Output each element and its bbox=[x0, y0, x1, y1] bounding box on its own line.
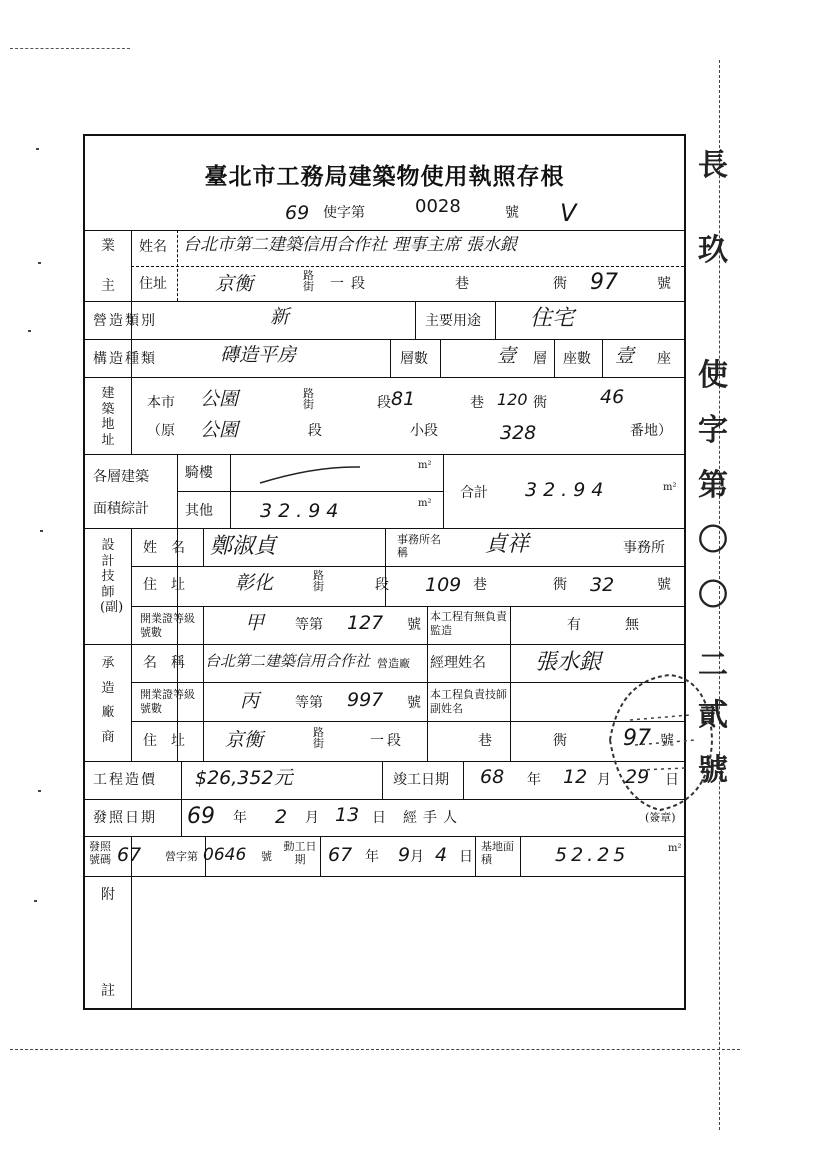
permit-prefix: 使字第 bbox=[323, 205, 365, 221]
rule bbox=[510, 682, 511, 721]
owner-addr-hao: 號 bbox=[657, 276, 671, 292]
build-type-label: 營造類別 bbox=[93, 313, 157, 329]
rule bbox=[181, 799, 182, 836]
owner-section-bottom: 主 bbox=[101, 278, 115, 294]
owner-name-value: 台北市第二建築信用合作社 理事主席 張水銀 bbox=[183, 235, 517, 255]
start-yue: 月 bbox=[410, 849, 424, 865]
site-fandi: 番地） bbox=[630, 423, 672, 439]
main-use-label: 主要用途 bbox=[425, 313, 481, 329]
rule bbox=[510, 721, 511, 761]
site-xiang: 巷 bbox=[470, 395, 484, 411]
rule bbox=[177, 454, 178, 528]
site-benshi: 本市 bbox=[147, 395, 175, 411]
owner-addr-duan-value: 一 bbox=[330, 276, 344, 292]
designer-license-hao: 號 bbox=[407, 617, 421, 633]
floors-unit: 層 bbox=[533, 351, 547, 367]
designer-license-deng: 等第 bbox=[295, 617, 323, 633]
issue-day: 13 bbox=[335, 804, 360, 826]
rule bbox=[554, 339, 555, 377]
site-section-label: 建築地址 bbox=[101, 386, 115, 448]
permit2-label: 發照號碼 bbox=[89, 840, 111, 867]
site-duan-value: 81 bbox=[391, 388, 416, 410]
issue-year: 69 bbox=[187, 804, 215, 829]
site-jie: 衖 bbox=[533, 395, 547, 411]
contractor-duan: 段 bbox=[387, 733, 401, 749]
rule bbox=[427, 606, 428, 644]
site-duan: 段 bbox=[377, 395, 391, 411]
rule bbox=[131, 377, 132, 454]
permit-number: 0028 bbox=[415, 196, 461, 217]
rule bbox=[443, 454, 444, 528]
base-value: 52.25 bbox=[555, 844, 630, 866]
rule bbox=[427, 644, 428, 683]
permit2-hao: 號 bbox=[261, 850, 272, 863]
site-yuan-value: 公園 bbox=[200, 419, 239, 441]
site-road-label: 路 街 bbox=[303, 387, 314, 411]
site-yuan: （原 bbox=[147, 423, 175, 439]
base-unit: m² bbox=[668, 843, 682, 854]
seats-label: 座數 bbox=[563, 351, 591, 367]
rule bbox=[181, 761, 182, 799]
rule bbox=[85, 836, 684, 837]
done-month: 12 bbox=[563, 766, 588, 788]
side-char: 使 bbox=[698, 358, 728, 393]
rule bbox=[427, 721, 428, 761]
area-section-line2: 面積綜計 bbox=[93, 501, 149, 517]
designer-name-value: 鄭淑貞 bbox=[210, 534, 277, 559]
rule bbox=[510, 606, 511, 644]
contractor-name-value: 台北第二建築信用合作社 bbox=[205, 652, 371, 670]
rule bbox=[230, 454, 231, 528]
rule bbox=[85, 377, 684, 378]
designer-name-label: 姓名 bbox=[143, 540, 199, 556]
side-char: 字 bbox=[698, 413, 728, 448]
side-char: 第 bbox=[698, 468, 728, 503]
designer-addr-label: 住址 bbox=[143, 577, 199, 593]
rule bbox=[177, 230, 178, 301]
main-use-value: 住宅 bbox=[530, 306, 575, 331]
official-seal-stamp bbox=[600, 660, 720, 820]
manager-value: 張水銀 bbox=[535, 650, 602, 675]
owner-section-top: 業 bbox=[101, 238, 115, 254]
supervise-yes: 有 bbox=[567, 617, 581, 633]
owner-addr-label: 住址 bbox=[139, 276, 167, 292]
seats-unit: 座 bbox=[657, 351, 671, 367]
seats-value: 壹 bbox=[615, 345, 635, 367]
side-char: 貳 bbox=[698, 698, 728, 733]
rule bbox=[440, 339, 441, 377]
rule bbox=[85, 454, 684, 455]
rule bbox=[382, 761, 383, 799]
rule bbox=[463, 761, 464, 799]
contractor-license-grade: 丙 bbox=[240, 690, 260, 712]
floors-label: 層數 bbox=[400, 351, 428, 367]
permit2-number: 0646 bbox=[203, 845, 247, 865]
start-label: 動工日期 bbox=[283, 840, 317, 867]
seal-label: (簽章) bbox=[645, 811, 676, 824]
owner-addr-road: 路 街 bbox=[303, 269, 314, 293]
arcade-label: 騎樓 bbox=[185, 465, 213, 481]
designer-license-label: 開業證等級號數 bbox=[140, 612, 195, 640]
contractor-license-label: 開業證等級號數 bbox=[140, 688, 195, 716]
owner-addr-xiang: 巷 bbox=[455, 276, 469, 292]
scan-speck bbox=[38, 262, 41, 264]
rule bbox=[390, 339, 391, 377]
cost-label: 工程造價 bbox=[93, 772, 157, 788]
contractor-addr-duan-value: 一 bbox=[370, 733, 384, 749]
issue-nian: 年 bbox=[233, 810, 247, 826]
contractor-no-value: 97 bbox=[623, 726, 651, 751]
supervise-label: 本工程有無負責監造 bbox=[430, 610, 507, 638]
area-section-line1: 各層建築 bbox=[93, 469, 149, 485]
contractor-addr-label: 住址 bbox=[143, 733, 199, 749]
other-value: 32.94 bbox=[260, 500, 345, 522]
tech-label: 本工程負責技師副姓名 bbox=[430, 688, 507, 716]
rule bbox=[85, 301, 684, 302]
done-label: 竣工日期 bbox=[393, 772, 449, 788]
side-char: 玖 bbox=[698, 233, 728, 268]
designer-xiang-value: 109 bbox=[425, 574, 462, 596]
contractor-addr-road-value: 京衡 bbox=[225, 729, 264, 751]
rule bbox=[510, 644, 511, 683]
done-nian: 年 bbox=[527, 772, 541, 788]
rule bbox=[385, 528, 386, 606]
done-year: 68 bbox=[480, 766, 505, 788]
rule bbox=[131, 606, 684, 607]
area-total-value: 32.94 bbox=[525, 479, 610, 501]
permit-suffix: 號 bbox=[505, 205, 519, 221]
rule bbox=[177, 491, 443, 492]
base-label: 基地面積 bbox=[481, 840, 514, 867]
designer-duan: 段 bbox=[375, 577, 389, 593]
done-yue: 月 bbox=[597, 772, 611, 788]
other-unit: m² bbox=[418, 498, 432, 509]
rule bbox=[85, 339, 684, 340]
done-day: 29 bbox=[625, 766, 650, 788]
permit-year: 69 bbox=[285, 202, 310, 224]
rule bbox=[520, 836, 521, 876]
form-title: 臺北市工務局建築物使用執照存根 bbox=[204, 163, 565, 190]
rule bbox=[415, 301, 416, 339]
contractor-license-no: 997 bbox=[347, 689, 384, 711]
scan-speck bbox=[38, 790, 41, 792]
owner-addr-duan: 段 bbox=[351, 276, 365, 292]
owner-addr-road-value: 京衡 bbox=[215, 273, 254, 295]
other-label: 其他 bbox=[185, 503, 213, 519]
designer-road-label: 路 街 bbox=[313, 569, 324, 593]
contractor-license-hao: 號 bbox=[407, 695, 421, 711]
arcade-dash-stroke bbox=[255, 461, 365, 487]
start-ri: 日 bbox=[459, 849, 473, 865]
side-char: 〇 bbox=[698, 523, 728, 558]
designer-license-grade: 甲 bbox=[245, 612, 265, 634]
permit-form bbox=[83, 134, 686, 1010]
permit2-prefix: 營字第 bbox=[165, 850, 198, 863]
start-year: 67 bbox=[328, 844, 353, 866]
scan-edge-bottom bbox=[10, 1049, 740, 1050]
contractor-name-suffix: 營造廠 bbox=[377, 657, 410, 670]
designer-section-label: 設計技師(副) bbox=[100, 538, 124, 616]
site-xiang-value: 120 bbox=[497, 390, 528, 409]
site-duan2: 段 bbox=[308, 423, 322, 439]
permit-check: V bbox=[560, 199, 577, 227]
designer-office-label: 事務所名稱 bbox=[397, 533, 441, 560]
designer-addr-road-value: 彰化 bbox=[235, 572, 274, 594]
rule bbox=[85, 799, 684, 800]
rule bbox=[131, 266, 684, 267]
rule bbox=[203, 528, 204, 566]
side-char: 號 bbox=[698, 753, 728, 788]
rule bbox=[177, 528, 178, 761]
supervise-no: 無 bbox=[625, 617, 639, 633]
side-char: 長 bbox=[698, 148, 728, 183]
scan-speck bbox=[34, 900, 37, 902]
start-nian: 年 bbox=[365, 849, 379, 865]
issue-month: 2 bbox=[275, 806, 288, 828]
contractor-section-label: 承造廠商 bbox=[101, 656, 115, 746]
structure-label: 構造種類 bbox=[93, 351, 157, 367]
rule bbox=[320, 836, 321, 876]
contractor-name-label: 名稱 bbox=[143, 655, 199, 671]
rule bbox=[427, 682, 428, 721]
manager-label: 經理姓名 bbox=[430, 655, 486, 671]
area-total-unit: m² bbox=[663, 482, 677, 493]
scan-speck bbox=[40, 530, 43, 532]
owner-name-label: 姓名 bbox=[139, 239, 167, 255]
issue-ri: 日 bbox=[372, 810, 386, 826]
contractor-road-label: 路 街 bbox=[313, 726, 324, 750]
rule bbox=[602, 339, 603, 377]
contractor-xiang: 巷 bbox=[478, 733, 492, 749]
owner-addr-no: 97 bbox=[590, 270, 618, 295]
designer-xiang: 巷 bbox=[473, 577, 487, 593]
handler-label: 經手人 bbox=[403, 810, 463, 826]
rule bbox=[85, 876, 684, 877]
issue-label: 發照日期 bbox=[93, 810, 157, 826]
site-lot-value: 328 bbox=[500, 422, 537, 444]
issue-yue: 月 bbox=[305, 810, 319, 826]
rule bbox=[85, 761, 684, 762]
cost-value: $26,352元 bbox=[195, 767, 293, 789]
site-no-value: 46 bbox=[600, 386, 625, 408]
designer-license-no: 127 bbox=[347, 612, 384, 634]
area-total-label: 合計 bbox=[460, 485, 488, 501]
rule bbox=[131, 876, 132, 1008]
done-ri: 日 bbox=[665, 772, 679, 788]
owner-addr-jie: 衖 bbox=[553, 276, 567, 292]
designer-jie: 衖 bbox=[553, 577, 567, 593]
notes-label-top: 附 bbox=[101, 887, 115, 903]
rule bbox=[85, 230, 684, 231]
site-road-value: 公園 bbox=[200, 388, 239, 410]
scan-speck bbox=[36, 148, 39, 150]
arcade-unit: m² bbox=[418, 460, 432, 471]
notes-label-bottom: 註 bbox=[101, 983, 115, 999]
designer-office-suffix: 事務所 bbox=[623, 540, 665, 556]
side-char: 二 bbox=[698, 648, 728, 683]
build-type-value: 新 bbox=[270, 306, 290, 328]
rule bbox=[131, 528, 132, 761]
side-char: 〇 bbox=[698, 578, 728, 613]
rule bbox=[475, 836, 476, 876]
start-day: 4 bbox=[435, 844, 448, 866]
permit2-year: 67 bbox=[117, 844, 142, 866]
scan-speck bbox=[28, 330, 31, 332]
start-month: 9 bbox=[398, 844, 411, 866]
contractor-jie: 衖 bbox=[553, 733, 567, 749]
structure-value: 磚造平房 bbox=[220, 344, 297, 366]
rule bbox=[203, 606, 204, 761]
floors-value: 壹 bbox=[497, 345, 517, 367]
designer-no-value: 32 bbox=[590, 574, 615, 596]
scan-edge-top bbox=[10, 48, 130, 49]
contractor-license-deng: 等第 bbox=[295, 695, 323, 711]
designer-hao: 號 bbox=[657, 577, 671, 593]
designer-office-value: 貞祥 bbox=[485, 532, 530, 557]
rule bbox=[85, 644, 684, 645]
rule bbox=[131, 566, 684, 567]
rule bbox=[495, 301, 496, 339]
contractor-hao: 號 bbox=[660, 733, 674, 749]
site-xiaoduan: 小段 bbox=[410, 423, 438, 439]
